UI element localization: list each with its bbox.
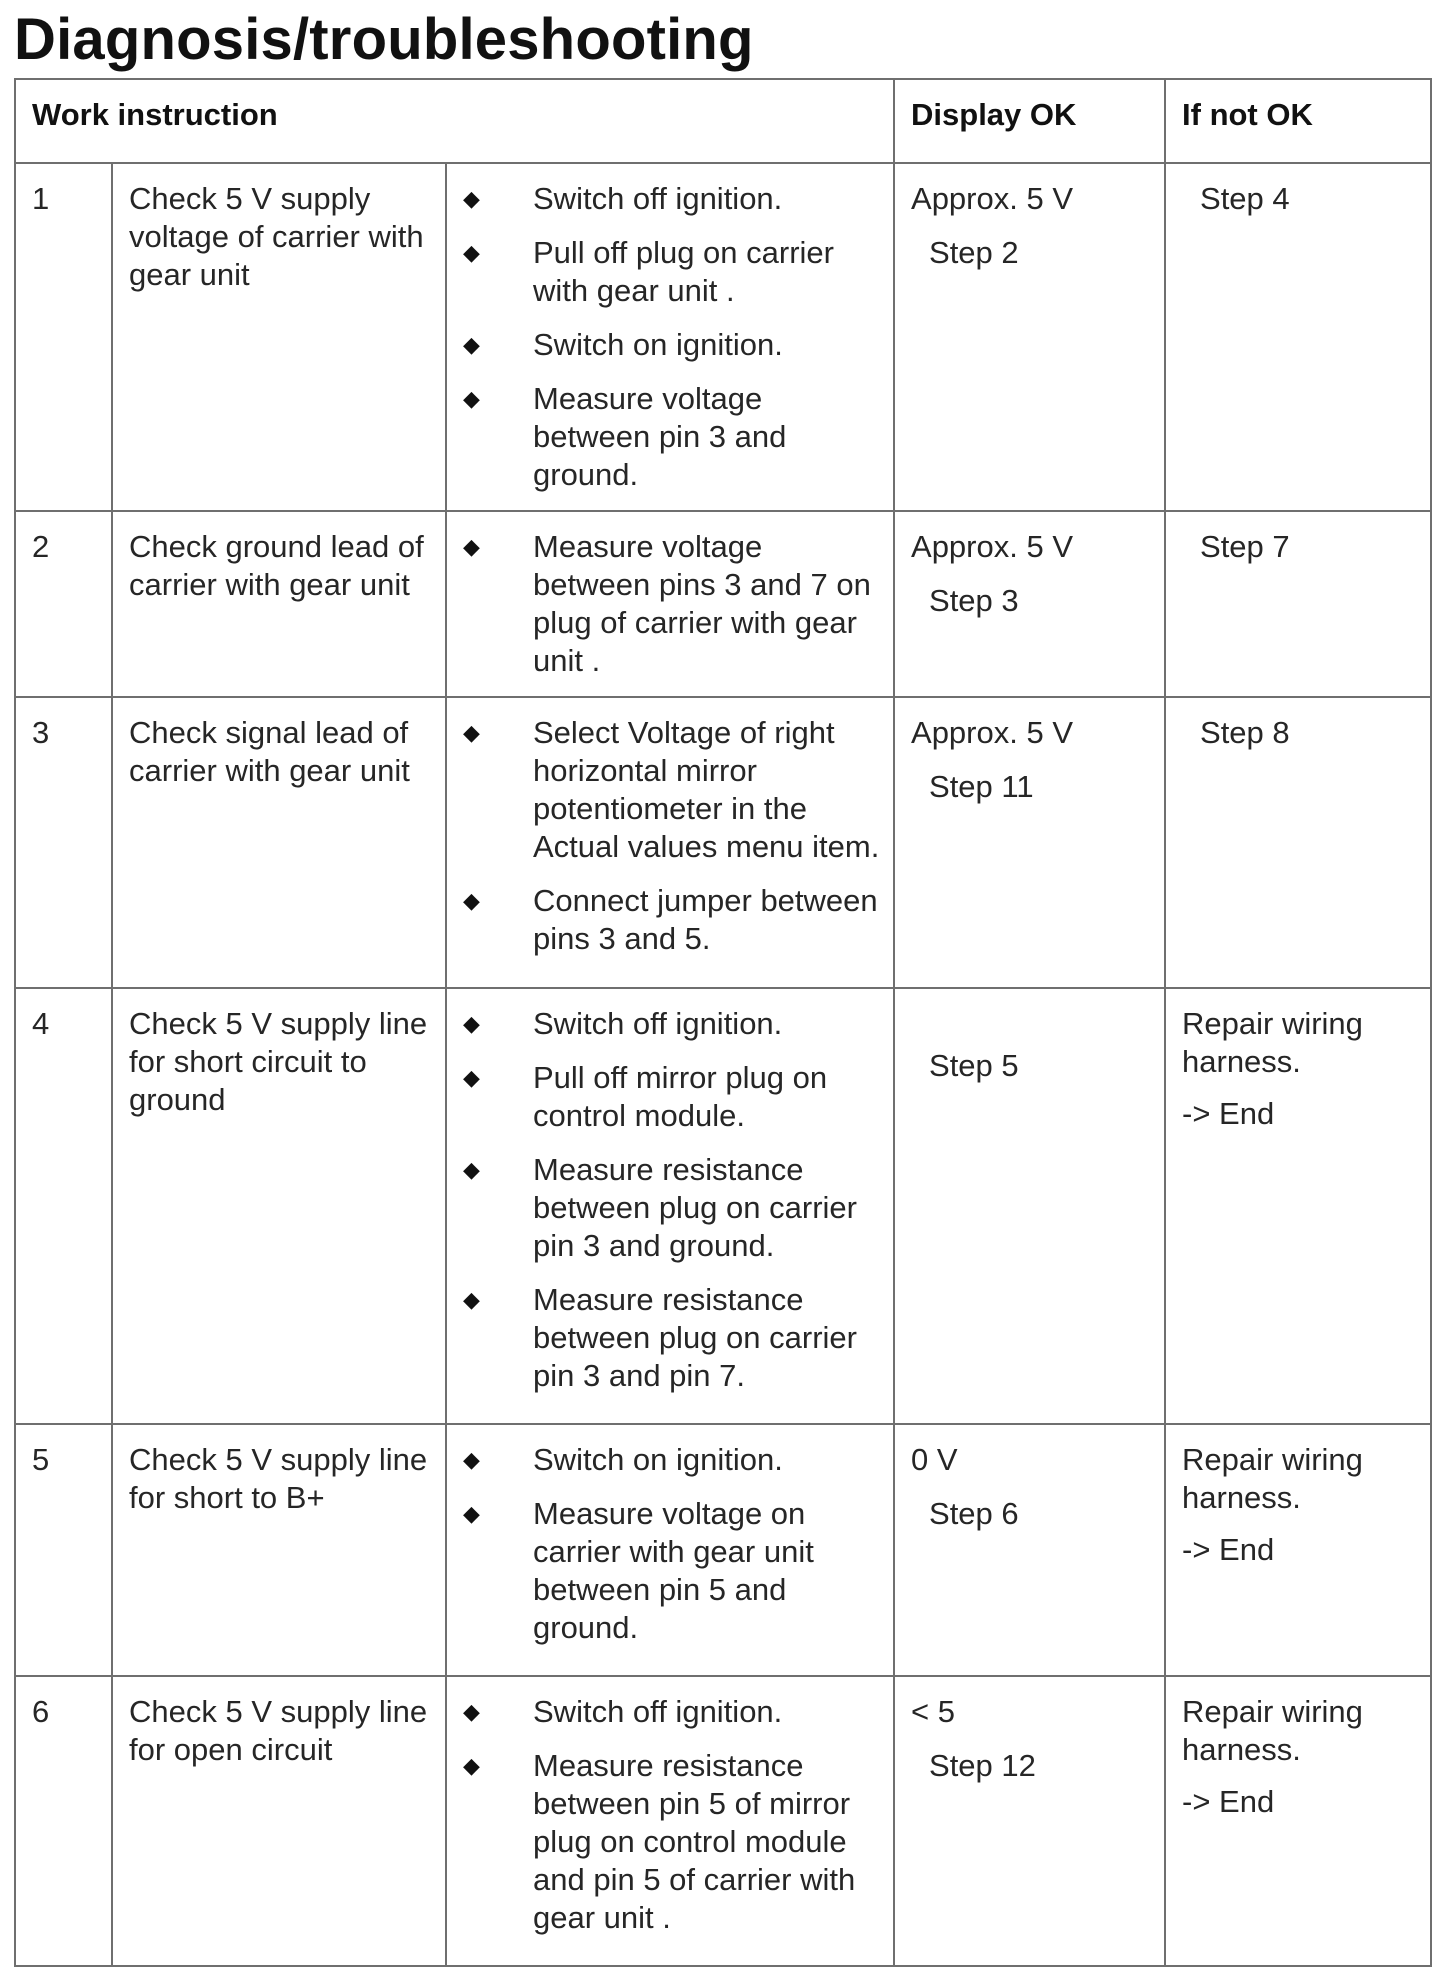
check-description: Check signal lead of carrier with gear unit [112, 697, 446, 988]
procedure-item: ◆ Measure resistance between pin 5 of mirror plug on control module and pin 5 of carrier with gear unit . [463, 1748, 856, 1935]
display-ok-cell [894, 1424, 1165, 1676]
if-not-ok-cell [1165, 697, 1431, 988]
table-row [15, 511, 1431, 697]
if-not-ok-cell [1165, 511, 1431, 697]
nok-action: Repair wiring harness. [1182, 1006, 1363, 1079]
step-number: 3 [15, 697, 112, 988]
procedure-item: ◆ Switch on ignition. [463, 1442, 783, 1477]
procedure-item: ◆ Measure voltage on carrier with gear unit between pin 5 and ground. [463, 1496, 814, 1645]
procedure-list [447, 1005, 883, 1395]
diamond-bullet-icon: ◆ [463, 1447, 480, 1472]
ok-next-step: Step 6 [929, 1496, 1019, 1531]
procedure-item: ◆ Switch off ignition. [463, 1006, 783, 1041]
diamond-bullet-icon: ◆ [463, 534, 480, 559]
table-row [15, 988, 1431, 1424]
ok-value: Approx. 5 V [911, 529, 1073, 564]
nok-end: -> End [1182, 1096, 1275, 1131]
procedure-item: ◆ Measure voltage between pins 3 and 7 on plug of carrier with gear unit . [463, 529, 871, 678]
diamond-bullet-icon: ◆ [463, 1065, 480, 1090]
ok-value: Approx. 5 V [911, 715, 1073, 750]
if-not-ok-cell [1165, 1424, 1431, 1676]
procedure-item: ◆ Connect jumper between pins 3 and 5. [463, 883, 878, 956]
procedure-list [447, 714, 883, 958]
ok-next-step: Step 3 [929, 583, 1019, 618]
step-number: 2 [15, 511, 112, 697]
ok-next-step: Step 11 [929, 769, 1034, 804]
step-number: 5 [15, 1424, 112, 1676]
display-ok-cell [894, 988, 1165, 1424]
diamond-bullet-icon: ◆ [463, 186, 480, 211]
ok-next-step: Step 2 [929, 235, 1019, 270]
ok-next-step: Step 12 [929, 1748, 1036, 1783]
ok-next-step: Step 5 [929, 1048, 1019, 1083]
step-number: 6 [15, 1676, 112, 1966]
ok-value: < 5 [911, 1694, 955, 1729]
procedure-list [447, 1693, 883, 1937]
nok-end: -> End [1182, 1532, 1275, 1567]
procedure-cell [446, 511, 894, 697]
if-not-ok-cell [1165, 1676, 1431, 1966]
procedure-cell [446, 988, 894, 1424]
procedure-item: ◆ Pull off plug on carrier with gear unit . [463, 235, 834, 308]
procedure-item: ◆ Measure resistance between plug on carrier pin 3 and ground. [463, 1152, 857, 1263]
procedure-list [447, 180, 883, 494]
diamond-bullet-icon: ◆ [463, 720, 480, 745]
procedure-item: ◆ Switch on ignition. [463, 327, 783, 362]
check-description: Check 5 V supply line for open circuit [112, 1676, 446, 1966]
page-title: Diagnosis/troubleshooting [14, 7, 754, 72]
ok-value: 0 V [911, 1442, 958, 1477]
procedure-item: ◆ Switch off ignition. [463, 1694, 783, 1729]
display-ok-cell [894, 511, 1165, 697]
header-work-instruction: Work instruction [15, 79, 894, 163]
procedure-item: ◆ Switch off ignition. [463, 181, 783, 216]
check-description: Check 5 V supply line for short circuit to ground [112, 988, 446, 1424]
procedure-item: ◆ Measure resistance between plug on carrier pin 3 and pin 7. [463, 1282, 857, 1393]
procedure-cell [446, 163, 894, 511]
table-row [15, 697, 1431, 988]
procedure-item: ◆ Pull off mirror plug on control module. [463, 1060, 828, 1133]
ok-value: Approx. 5 V [911, 181, 1073, 216]
header-if-not-ok: If not OK [1165, 79, 1431, 163]
procedure-cell [446, 697, 894, 988]
step-number: 4 [15, 988, 112, 1424]
check-description: Check 5 V supply line for short to B+ [112, 1424, 446, 1676]
check-description: Check ground lead of carrier with gear unit [112, 511, 446, 697]
diamond-bullet-icon: ◆ [463, 1699, 480, 1724]
diamond-bullet-icon: ◆ [463, 1287, 480, 1312]
table-row [15, 1424, 1431, 1676]
table-header-row [15, 79, 1431, 163]
diamond-bullet-icon: ◆ [463, 332, 480, 357]
procedure-item: ◆ Measure voltage between pin 3 and ground. [463, 381, 787, 492]
diamond-bullet-icon: ◆ [463, 1501, 480, 1526]
display-ok-cell [894, 697, 1165, 988]
nok-next-step: Step 7 [1200, 529, 1290, 564]
procedure-list [447, 528, 883, 680]
procedure-list [447, 1441, 883, 1647]
diamond-bullet-icon: ◆ [463, 240, 480, 265]
table-row [15, 163, 1431, 511]
troubleshooting-table [14, 78, 1432, 1967]
nok-action: Repair wiring harness. [1182, 1694, 1363, 1767]
diamond-bullet-icon: ◆ [463, 888, 480, 913]
nok-next-step: Step 8 [1200, 715, 1290, 750]
procedure-cell [446, 1424, 894, 1676]
diamond-bullet-icon: ◆ [463, 1011, 480, 1036]
step-number: 1 [15, 163, 112, 511]
diamond-bullet-icon: ◆ [463, 1157, 480, 1182]
procedure-cell [446, 1676, 894, 1966]
check-description: Check 5 V supply voltage of carrier with gear unit [112, 163, 446, 511]
display-ok-cell [894, 1676, 1165, 1966]
diamond-bullet-icon: ◆ [463, 386, 480, 411]
if-not-ok-cell [1165, 988, 1431, 1424]
nok-next-step: Step 4 [1200, 181, 1290, 216]
diamond-bullet-icon: ◆ [463, 1753, 480, 1778]
display-ok-cell [894, 163, 1165, 511]
table-row [15, 1676, 1431, 1966]
nok-end: -> End [1182, 1784, 1275, 1819]
if-not-ok-cell [1165, 163, 1431, 511]
nok-action: Repair wiring harness. [1182, 1442, 1363, 1515]
procedure-item: ◆ Select Voltage of right horizontal mirror potentiometer in the Actual values menu item. [463, 715, 880, 864]
header-display-ok: Display OK [894, 79, 1165, 163]
